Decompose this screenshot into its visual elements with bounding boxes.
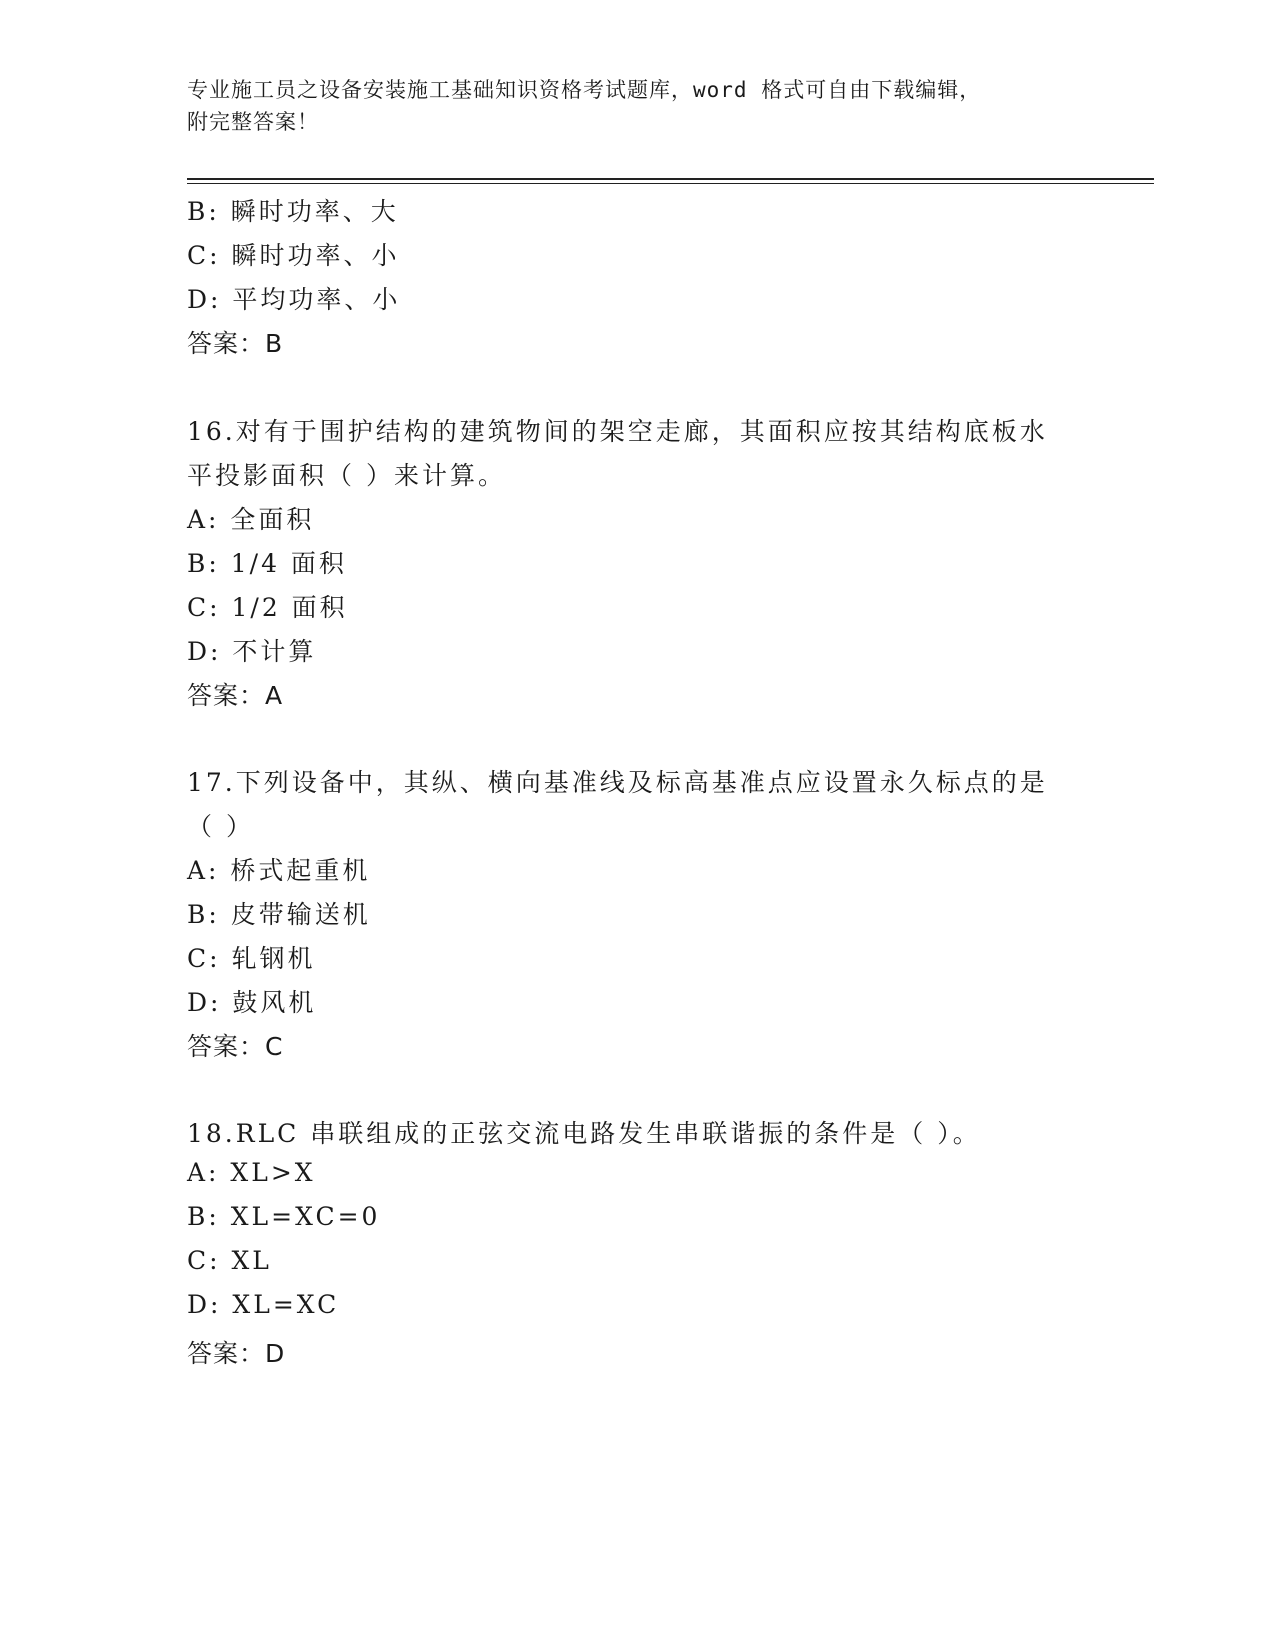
q18-answer: 答案：D: [187, 1339, 286, 1368]
q16-stem-line-1: 16.对有于围护结构的建筑物间的架空走廊，其面积应按其结构底板水: [187, 417, 1048, 446]
q17-option-b: B: 皮带输送机: [187, 900, 371, 929]
q16-stem-line-2: 平投影面积（ ）来计算。: [187, 461, 506, 490]
q15-option-b: B: 瞬时功率、大: [187, 197, 399, 226]
q18-option-c: C: XL: [187, 1246, 272, 1275]
q16-option-b: B: 1/4 面积: [187, 549, 347, 578]
q16-option-c: C: 1/2 面积: [187, 593, 348, 622]
q16-option-a: A: 全面积: [187, 505, 315, 534]
q15-option-d: D: 平均功率、小: [187, 285, 401, 314]
q18-option-d: D: XL=XC: [187, 1290, 340, 1319]
q18-option-a: A: XL>X: [187, 1158, 316, 1187]
document-header: [187, 74, 1067, 138]
q17-option-a: A: 桥式起重机: [187, 856, 371, 885]
q15-option-c: C: 瞬时功率、小: [187, 241, 400, 270]
q16-answer: 答案：A: [187, 681, 284, 710]
q17-stem-line-1: 17.下列设备中，其纵、横向基准线及标高基准点应设置永久标点的是: [187, 768, 1048, 797]
q18-stem: 18.RLC 串联组成的正弦交流电路发生串联谐振的条件是（ ）。: [187, 1119, 981, 1148]
q17-option-c: C: 轧钢机: [187, 944, 316, 973]
header-line-2: 附完整答案！: [187, 110, 319, 134]
header-line-1: 专业施工员之设备安装施工基础知识资格考试题库，word 格式可自由下载编辑，: [187, 78, 982, 102]
q17-stem-line-2: （ ）: [187, 812, 254, 841]
q17-answer: 答案：C: [187, 1032, 284, 1061]
header-divider: [187, 178, 1154, 180]
header-divider-thin: [187, 183, 1154, 184]
q16-option-d: D: 不计算: [187, 637, 317, 666]
q17-option-d: D: 鼓风机: [187, 988, 317, 1017]
q15-answer: 答案：B: [187, 329, 284, 358]
q18-option-b: B: XL=XC=0: [187, 1202, 381, 1231]
